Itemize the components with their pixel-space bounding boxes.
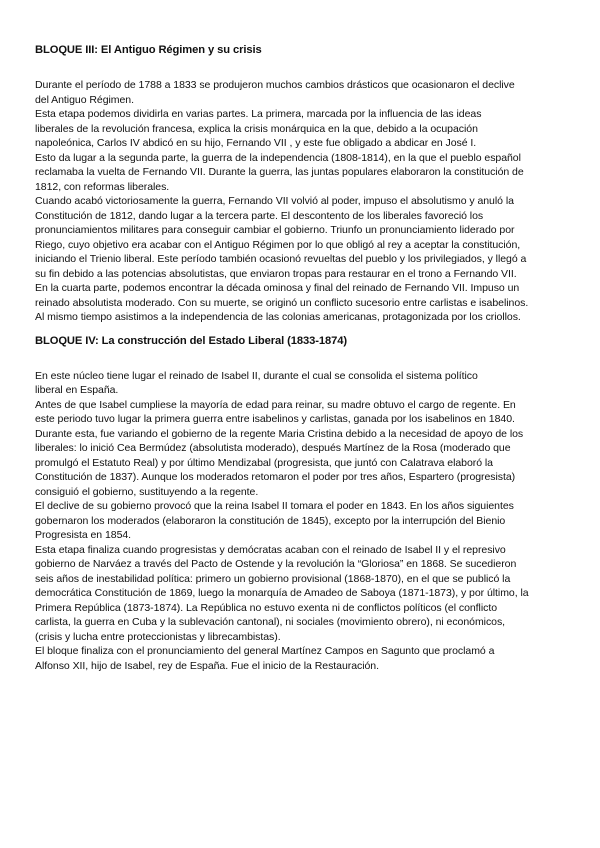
- section-bloque-iv: [35, 334, 569, 674]
- text-line: liberal en España.: [35, 384, 119, 396]
- paragraph: [35, 151, 569, 195]
- text-line: iniciando el Trienio liberal. Este período también ocasionó revueltas del pueblo y los privilegiados, y llegó a: [35, 253, 527, 265]
- text-line: En este núcleo tiene lugar el reinado de Isabel II, durante el cual se consolida el sistema político: [35, 369, 478, 382]
- paragraph: [35, 644, 569, 673]
- paragraph: [35, 310, 569, 325]
- paragraph: [35, 543, 569, 645]
- text-line: En la cuarta parte, podemos encontrar la década ominosa y final del reinado de Fernando VII. Impuso un: [35, 282, 520, 294]
- paragraph: [35, 398, 569, 427]
- text-line: Esta etapa finaliza cuando progresistas y demócratas acaban con el reinado de Isabel II y el represivo: [35, 543, 506, 556]
- text-line: promulgó el Estatuto Real) y por último Mendizabal (progresista, que juntó con Calatrava elaboró la: [35, 456, 493, 469]
- text-line: napoleónica, Carlos IV abdicó en su hijo, Fernando VII , y este fue obligado a abdicar en José I.: [35, 137, 477, 149]
- text-line: este periodo tuvo lugar la primera guerra entre isabelinos y carlistas, ganada por los isabelinos en 1840.: [35, 413, 515, 425]
- text-line: El bloque finaliza con el pronunciamiento del general Martínez Campos en Sagunto que proclamó a: [35, 645, 495, 657]
- paragraph: [35, 369, 569, 398]
- text-line: reinado absolutista moderado. Con su muerte, se originó un conflicto sucesorio entre carlistas e isabelinos.: [35, 296, 529, 309]
- text-line: liberales: lo inició Cea Bermúdez (absolutista moderado), después Martínez de la Rosa (moderado que: [35, 442, 511, 454]
- document-page: [35, 43, 569, 673]
- paragraph: [35, 281, 569, 310]
- text-line: seis años de inestabilidad política: primero un gobierno provisional (1868-1870), en el que se publicó la: [35, 572, 511, 585]
- text-line: gobierno de Narváez a través del Pacto de Ostende y la revolución la “Gloriosa” en 1868. Se sucedieron: [35, 558, 517, 570]
- text-line: Riego, cuyo objetivo era acabar con el Antiguo Régimen por lo que obligó al rey a aceptar la constitución,: [35, 238, 521, 251]
- section-heading: BLOQUE III: El Antiguo Régimen y su crisis: [35, 44, 262, 56]
- paragraph: [35, 78, 569, 107]
- paragraph: [35, 194, 569, 281]
- paragraph: [35, 107, 569, 151]
- section-heading: BLOQUE IV: La construcción del Estado Liberal (1833-1874): [35, 334, 347, 347]
- text-line: liberales de la revolución francesa, explica la crisis monárquica en la que, debido a la ocupación: [35, 122, 478, 135]
- text-line: Constitución de 1837). Aunque los moderados retomaron el poder por tres años, Espartero (progresista): [35, 471, 516, 483]
- text-line: 1812, con reformas liberales.: [35, 180, 170, 193]
- text-line: El declive de su gobierno provocó que la reina Isabel II tomara el poder en 1843. En los años siguientes: [35, 500, 514, 512]
- text-line: Progresista en 1854.: [35, 529, 132, 541]
- text-line: Durante el período de 1788 a 1833 se produjeron muchos cambios drásticos que ocasionaron el declive: [35, 79, 515, 91]
- paragraph: [35, 427, 569, 500]
- text-line: Esta etapa podemos dividirla en varias partes. La primera, marcada por la influencia de las ideas: [35, 108, 482, 120]
- text-line: consiguió el gobierno, sustituyendo a la regente.: [35, 485, 259, 498]
- text-line: Antes de que Isabel cumpliese la mayoría de edad para reinar, su madre obtuvo el cargo de regente. En: [35, 398, 516, 411]
- text-line: Esto da lugar a la segunda parte, la guerra de la independencia (1808-1814), en la que el pueblo español: [35, 151, 521, 164]
- text-line: Alfonso XII, hijo de Isabel, rey de España. Fue el inicio de la Restauración.: [35, 659, 379, 672]
- text-line: (crisis y lucha entre proteccionistas y librecambistas).: [35, 630, 281, 643]
- section-body: [35, 78, 569, 325]
- text-line: Primera República (1873-1874). La República no estuvo exenta ni de conflictos políticos (el conflicto: [35, 601, 497, 614]
- text-line: del Antiguo Régimen.: [35, 93, 134, 106]
- text-line: su fin debido a las potencias absolutistas, que enviaron tropas para restaurar en el trono a Fernando VII.: [35, 267, 517, 280]
- text-line: pronunciamientos militares para conseguir cambiar el gobierno. Triunfo un pronunciamiento liderado por: [35, 224, 515, 236]
- text-line: carlista, la guerra en Cuba y la sublevación cantonal), ni sociales (movimiento obrero), ni económicos,: [35, 616, 506, 628]
- section-bloque-iii: [35, 43, 569, 325]
- paragraph: [35, 499, 569, 543]
- text-line: Al mismo tiempo asistimos a la independencia de las colonias americanas, protagonizada por los criollos.: [35, 311, 521, 323]
- text-line: Constitución de 1812, dando lugar a la tercera parte. El descontento de los liberales favoreció los: [35, 209, 484, 222]
- text-line: gobernaron los moderados (elaboraron la constitución de 1845), excepto por la interrupción del Bienio: [35, 514, 506, 527]
- section-body: [35, 369, 569, 674]
- text-line: democrática Constitución de 1869, luego la monarquía de Amadeo de Saboya (1871-1873), y por último, la: [35, 587, 529, 599]
- text-line: reclamaba la vuelta de Fernando VII. Durante la guerra, las juntas populares elaboraron la constitución de: [35, 166, 524, 178]
- text-line: Durante esta, fue variando el gobierno de la regente Maria Cristina debido a la necesidad de apoyo de los: [35, 427, 524, 440]
- text-line: Cuando acabó victoriosamente la guerra, Fernando VII volvió al poder, impuso el absolutismo y anuló la: [35, 195, 514, 207]
